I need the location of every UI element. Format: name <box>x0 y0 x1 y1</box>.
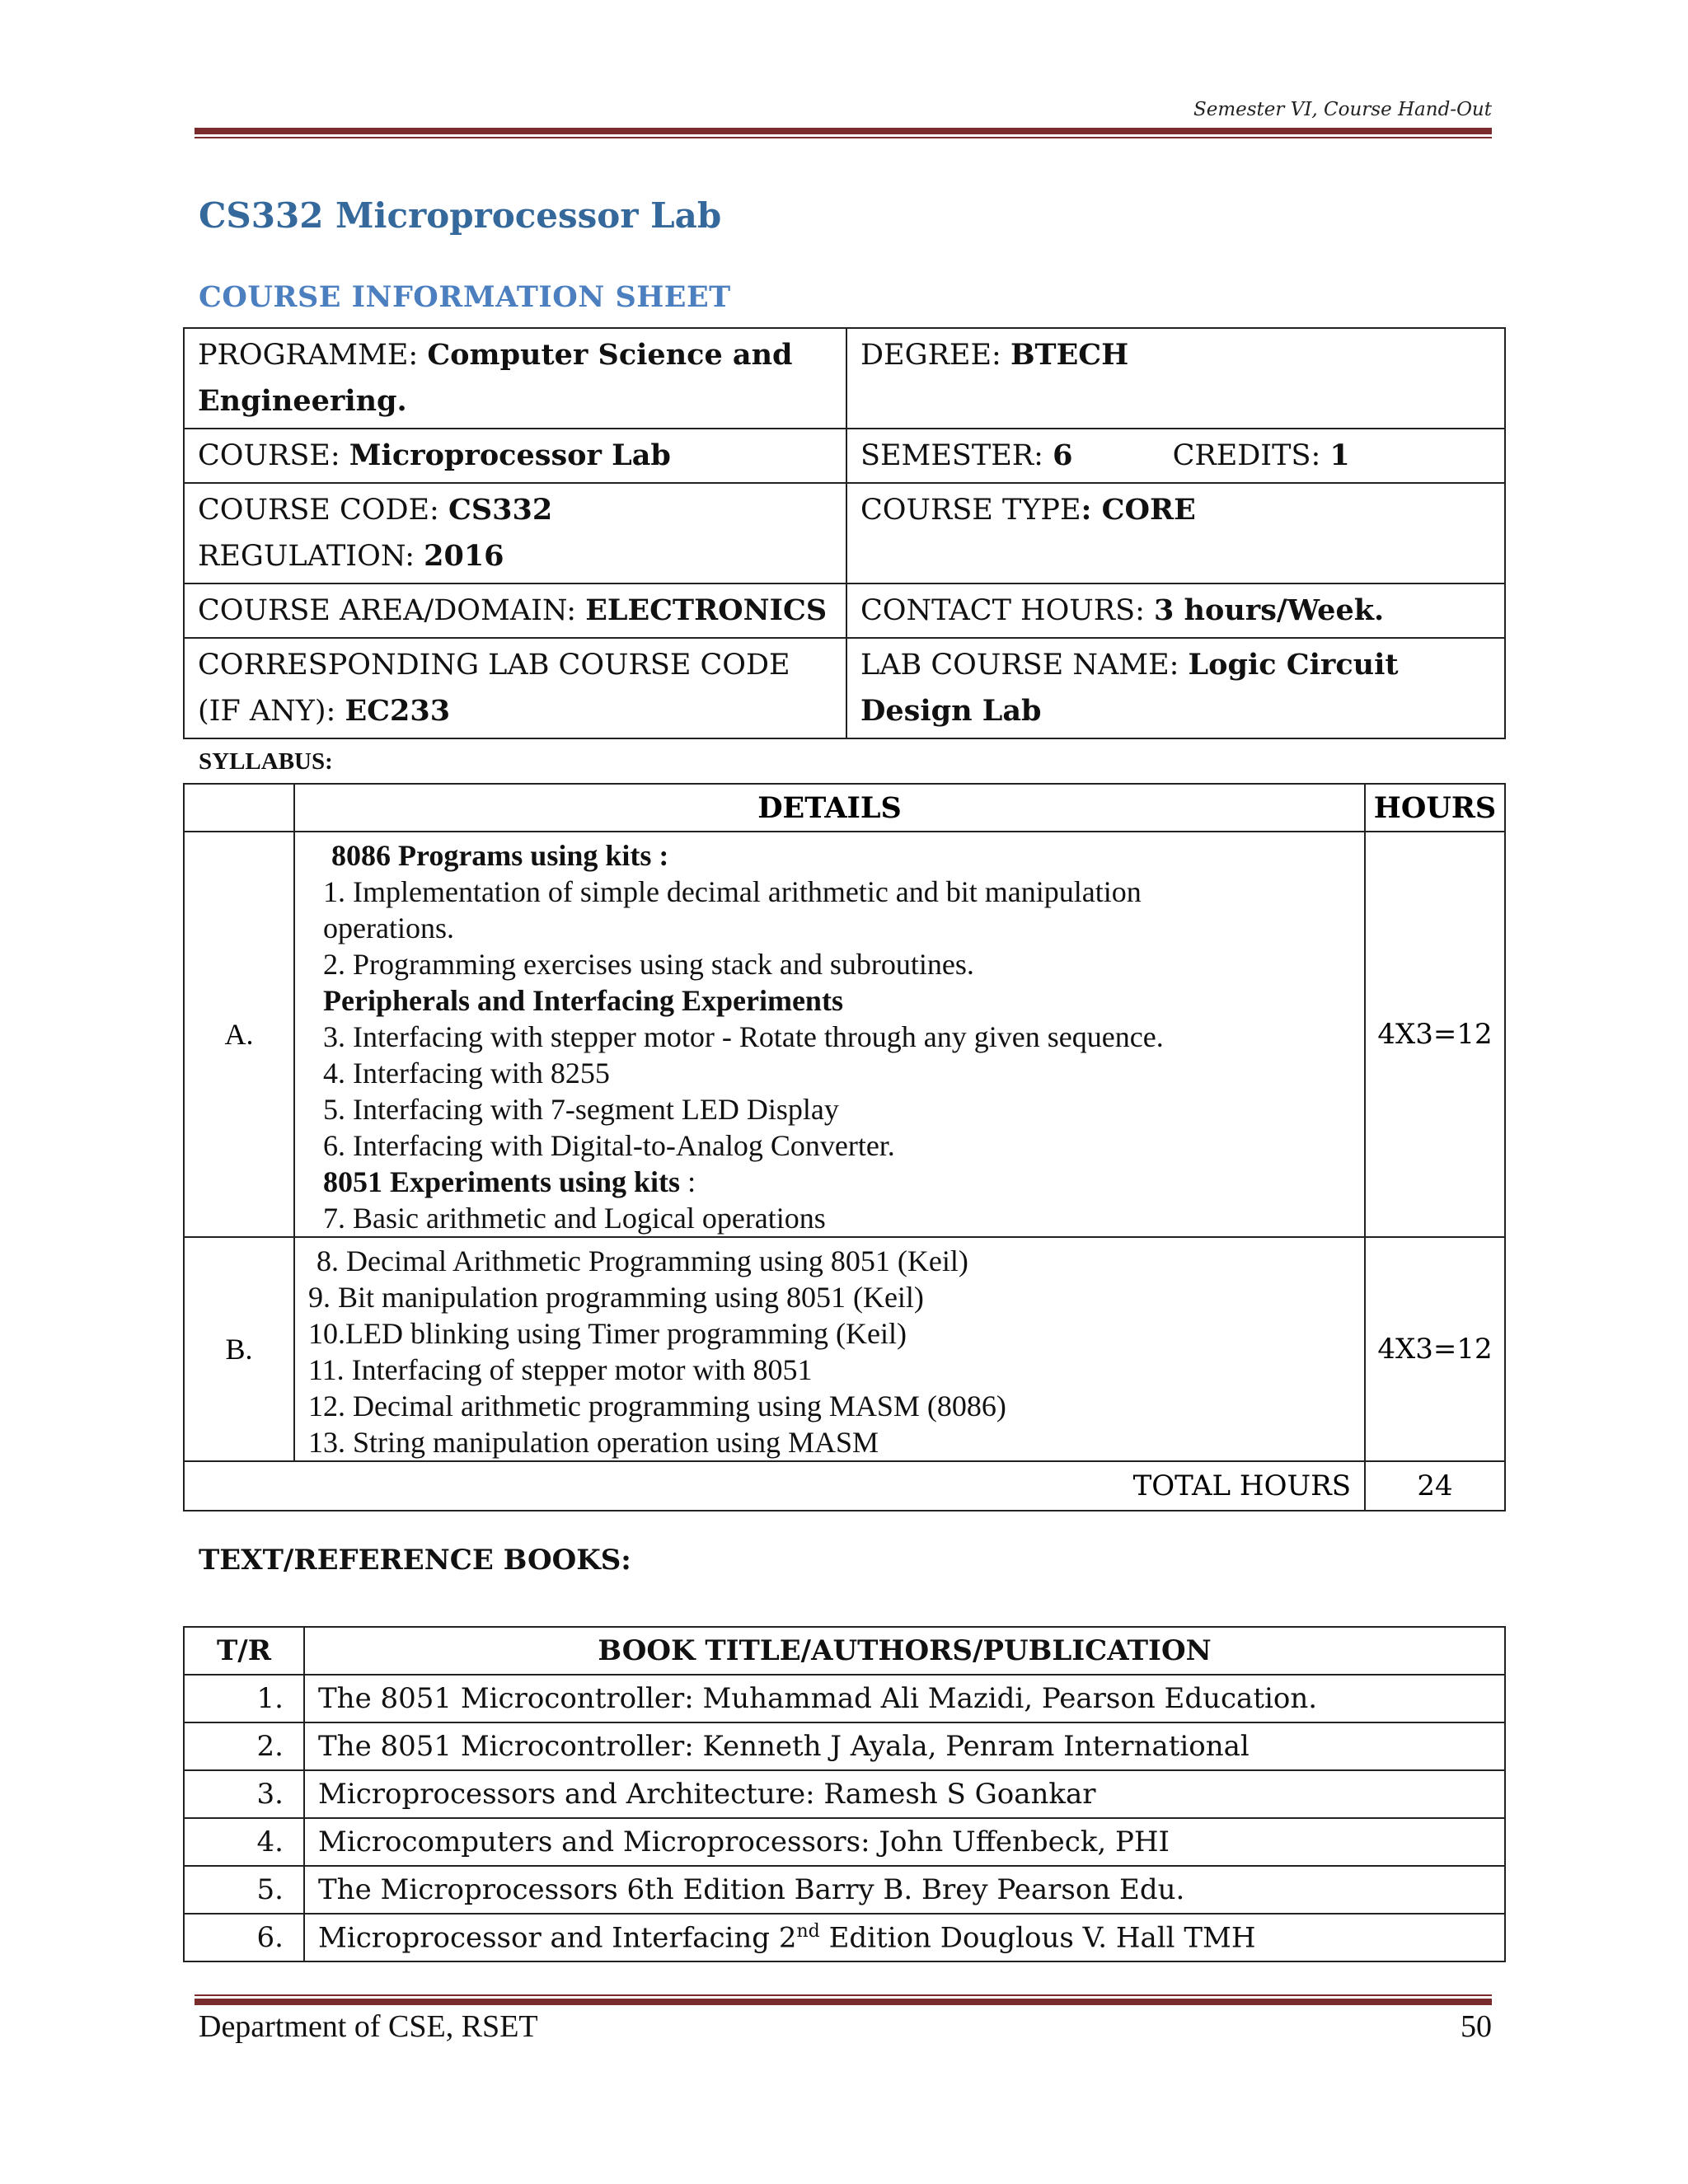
list-item: 5. Interfacing with 7-segment LED Display <box>323 1093 839 1126</box>
lab-code-label: CORRESPONDING LAB COURSE CODE (IF ANY): <box>198 649 790 728</box>
total-hours-label: TOTAL HOURS <box>184 1461 1365 1511</box>
list-item: Peripherals and Interfacing Experiments <box>323 984 843 1017</box>
credits-label: CREDITS: <box>1172 439 1330 472</box>
list-item: 11. Interfacing of stepper motor with 8051 <box>308 1353 813 1386</box>
book-title: The 8051 Microcontroller: Muhammad Ali Mazidi, Pearson Education. <box>304 1675 1505 1722</box>
course-value: Microprocessor Lab <box>349 438 671 472</box>
table-row <box>184 1818 1505 1866</box>
list-item: 9. Bit manipulation programming using 8051 (Keil) <box>308 1281 924 1314</box>
book-title-part: Edition Douglous V. Hall TMH <box>819 1921 1256 1955</box>
table-row <box>184 832 1505 1237</box>
book-title: The 8051 Microcontroller: Kenneth J Ayala, Penram International <box>304 1722 1505 1770</box>
module-column-header <box>184 784 294 832</box>
title-column-header: BOOK TITLE/AUTHORS/PUBLICATION <box>304 1627 1505 1675</box>
lab-code-cell <box>184 638 846 738</box>
table-row <box>184 583 1505 638</box>
lab-name-value: Logic Circuit Design Lab <box>860 648 1399 728</box>
degree-cell <box>846 328 1505 429</box>
course-code-cell <box>184 483 846 583</box>
tr-column-header: T/R <box>184 1627 304 1675</box>
degree-value: BTECH <box>1010 338 1129 372</box>
contact-hours-value: 3 hours/Week. <box>1154 593 1385 627</box>
list-item: 2. Programming exercises using stack and subroutines. <box>323 948 974 981</box>
list-item: 8086 Programs using kits : <box>331 839 669 872</box>
course-label: COURSE: <box>198 439 349 472</box>
course-type-value: : CORE <box>1081 493 1196 527</box>
list-item: 8. Decimal Arithmetic Programming using 8051 (Keil) <box>316 1244 968 1277</box>
books-table <box>183 1626 1506 1962</box>
table-row <box>184 483 1505 583</box>
book-number: 6. <box>184 1914 304 1961</box>
list-item: 3. Interfacing with stepper motor - Rotate through any given sequence. <box>323 1020 1164 1053</box>
course-title: CS332 Microprocessor Lab <box>199 195 722 236</box>
list-item: 10.LED blinking using Timer programming (Keil) <box>308 1317 907 1350</box>
table-header-row <box>184 784 1505 832</box>
table-row <box>184 1770 1505 1818</box>
sheet-heading: COURSE INFORMATION SHEET <box>199 280 731 314</box>
table-row <box>184 1675 1505 1722</box>
credits-value: 1 <box>1329 438 1350 472</box>
book-number: 4. <box>184 1818 304 1866</box>
book-title <box>304 1914 1505 1961</box>
module-b-label: B. <box>184 1237 294 1461</box>
book-title-superscript: nd <box>796 1920 820 1942</box>
list-item: 7. Basic arithmetic and Logical operations <box>323 1202 826 1235</box>
list-item: 4. Interfacing with 8255 <box>323 1057 610 1090</box>
page-number: 50 <box>1461 2009 1492 2044</box>
module-b-hours: 4X3=12 <box>1365 1237 1505 1461</box>
list-item <box>323 1164 1354 1200</box>
table-row <box>184 1722 1505 1770</box>
module-a-hours: 4X3=12 <box>1365 832 1505 1237</box>
module-a-label: A. <box>184 832 294 1237</box>
module-b-details <box>294 1237 1365 1461</box>
regulation-value: 2016 <box>424 539 504 573</box>
course-type-cell <box>846 483 1505 583</box>
table-row <box>184 1461 1505 1511</box>
course-code-value: CS332 <box>448 493 553 527</box>
syllabus-label: SYLLABUS: <box>199 748 333 775</box>
footer-rule <box>195 1994 1492 2005</box>
book-number: 2. <box>184 1722 304 1770</box>
table-row <box>184 1866 1505 1914</box>
course-type-label: COURSE TYPE <box>860 494 1081 527</box>
book-number: 5. <box>184 1866 304 1914</box>
table-row <box>184 429 1505 483</box>
contact-hours-cell <box>846 583 1505 638</box>
semester-credits-cell <box>846 429 1505 483</box>
table-row <box>184 328 1505 429</box>
course-area-label: COURSE AREA/DOMAIN: <box>198 594 586 627</box>
syllabus-table <box>183 783 1506 1511</box>
lab-code-value: EC233 <box>345 694 451 728</box>
book-number: 3. <box>184 1770 304 1818</box>
table-row <box>184 1914 1505 1961</box>
book-title: Microprocessors and Architecture: Ramesh S Goankar <box>304 1770 1505 1818</box>
degree-label: DEGREE: <box>860 339 1010 372</box>
table-header-row <box>184 1627 1505 1675</box>
list-item: 12. Decimal arithmetic programming using MASM (8086) <box>308 1390 1006 1422</box>
course-code-label: COURSE CODE: <box>198 494 448 527</box>
hours-column-header: HOURS <box>1365 784 1505 832</box>
course-area-cell <box>184 583 846 638</box>
table-row <box>184 1237 1505 1461</box>
header-rule <box>195 128 1492 138</box>
semester-label: SEMESTER: <box>860 439 1053 472</box>
course-cell <box>184 429 846 483</box>
programme-cell <box>184 328 846 429</box>
list-item-heading: 8051 Experiments using kits <box>323 1165 681 1198</box>
module-a-details <box>294 832 1365 1237</box>
footer-department: Department of CSE, RSET <box>199 2009 538 2044</box>
contact-hours-label: CONTACT HOURS: <box>860 594 1155 627</box>
total-hours-value: 24 <box>1365 1461 1505 1511</box>
regulation-label: REGULATION: <box>198 540 424 573</box>
list-item: 13. String manipulation operation using MASM <box>308 1426 879 1459</box>
list-item-suffix: : <box>680 1165 696 1198</box>
books-heading: TEXT/REFERENCE BOOKS: <box>199 1544 631 1577</box>
running-header: Semester VI, Course Hand-Out <box>1193 99 1492 120</box>
programme-label: PROGRAMME: <box>198 339 428 372</box>
book-title: Microcomputers and Microprocessors: John Uffenbeck, PHI <box>304 1818 1505 1866</box>
book-title-part: Microprocessor and Interfacing 2 <box>318 1921 797 1955</box>
course-info-table <box>183 327 1506 739</box>
lab-name-cell <box>846 638 1505 738</box>
table-row <box>184 638 1505 738</box>
book-title: The Microprocessors 6th Edition Barry B. Brey Pearson Edu. <box>304 1866 1505 1914</box>
course-area-value: ELECTRONICS <box>585 593 828 627</box>
list-item: 6. Interfacing with Digital-to-Analog Converter. <box>323 1129 895 1162</box>
book-number: 1. <box>184 1675 304 1722</box>
semester-value: 6 <box>1053 438 1073 472</box>
list-item: 1. Implementation of simple decimal arithmetic and bit manipulation <box>323 875 1142 908</box>
lab-name-label: LAB COURSE NAME: <box>860 649 1189 682</box>
programme-value: Computer Science and Engineering. <box>198 338 793 418</box>
list-item: operations. <box>323 912 454 944</box>
details-column-header: DETAILS <box>294 784 1365 832</box>
